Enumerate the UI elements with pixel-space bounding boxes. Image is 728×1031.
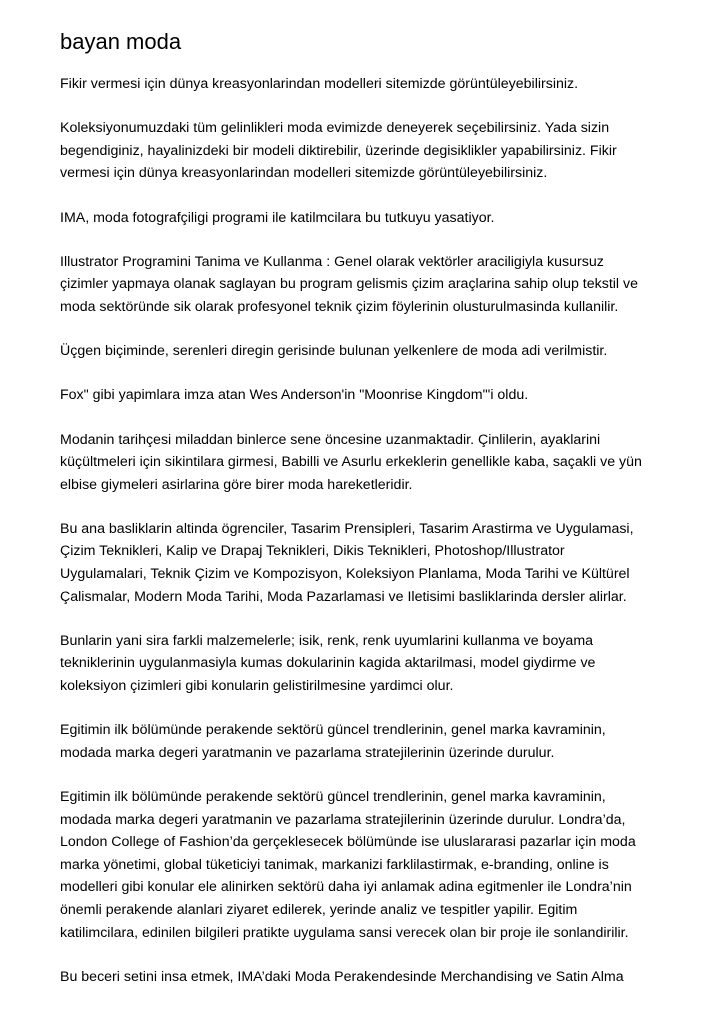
paragraph-line: koleksiyon çizimleri gibi konularin gelistirilmesine yardimci olur.	[60, 678, 454, 695]
document-body	[60, 73, 672, 988]
paragraph-line: vermesi için dünya kreasyonlarindan modelleri sitemizde görüntüleyebilirsiniz.	[60, 165, 548, 182]
paragraph	[60, 251, 672, 319]
paragraph-line: Çizim Teknikleri, Kalip ve Drapaj Teknikleri, Dikis Teknikleri, Photoshop/Illustrator	[60, 543, 565, 560]
paragraph-line: tekniklerinin uygulanmasiyla kumas dokularinin kagida aktarilmasi, model giydirme ve	[60, 655, 596, 672]
paragraph-line: Uygulamalari, Teknik Çizim ve Kompozisyon, Koleksiyon Planlama, Moda Tarihi ve Kültürel	[60, 566, 630, 583]
paragraph	[60, 340, 672, 363]
paragraph-line: Çalismalar, Modern Moda Tarihi, Moda Pazarlamasi ve Iletisimi basliklarinda dersler alirlar.	[60, 588, 627, 605]
paragraph	[60, 207, 672, 230]
paragraph	[60, 786, 672, 944]
paragraph-line: Üçgen biçiminde, serenleri diregin gerisinde bulunan yelkenlere de moda adi verilmistir.	[60, 343, 608, 360]
paragraph	[60, 630, 672, 698]
paragraph-line: elbise giymeleri asirlarina göre birer moda hareketleridir.	[60, 476, 413, 493]
paragraph-line: moda sektöründe sik olarak profesyonel teknik çizim föylerinin olusturulmasinda kullanilir.	[60, 298, 619, 315]
paragraph-line: Bu beceri setini insa etmek, IMA’daki Moda Perakendesinde Merchandising ve Satin Alma	[60, 968, 624, 985]
paragraph-line: önemli perakende alanlari ziyaret edilerek, yerinde analiz ve tespitler yapilir. Egitim	[60, 901, 578, 918]
document-title: bayan moda	[60, 29, 182, 54]
paragraph-line: Egitimin ilk bölümünde perakende sektörü güncel trendlerinin, genel marka kavraminin,	[60, 722, 606, 739]
paragraph	[60, 384, 672, 407]
paragraph	[60, 518, 672, 608]
document-page	[60, 28, 672, 1010]
paragraph-line: IMA, moda fotografçiligi programi ile katilmcilara bu tutkuyu yasatiyor.	[60, 209, 495, 226]
paragraph-line: begendiginiz, hayalinizdeki bir modeli diktirebilir, üzerinde degisiklikler yapabilirsiniz. Fikir	[60, 142, 617, 159]
paragraph-line: çizimler yapmaya olanak saglayan bu program gelismis çizim araçlarina sahip olup tekstil ve	[60, 276, 638, 293]
paragraph	[60, 966, 672, 989]
paragraph	[60, 719, 672, 764]
paragraph	[60, 429, 672, 497]
paragraph-line: London College of Fashion’da gerçeklesecek bölümünde ise uluslararasi pazarlar için moda	[60, 834, 636, 851]
paragraph-line: Modanin tarihçesi miladdan binlerce sene öncesine uzanmaktadir. Çinlilerin, ayaklarini	[60, 431, 601, 448]
paragraph	[60, 117, 672, 185]
paragraph-line: modada marka degeri yaratmanin ve pazarlama stratejilerinin üzerinde durulur.	[60, 744, 555, 761]
paragraph-line: katilimcilara, edinilen bilgileri pratikte uygulama sansi verecek olan bir proje ile sonlandirilir.	[60, 924, 629, 941]
paragraph	[60, 73, 672, 96]
paragraph-line: Koleksiyonumuzdaki tüm gelinlikleri moda evimizde deneyerek seçebilirsiniz. Yada sizin	[60, 120, 610, 137]
paragraph-line: modelleri gibi konular ele alinirken sektörü daha iyi anlamak adina egitmenler ile Londra’nin	[60, 879, 632, 896]
paragraph-line: marka yönetimi, global tüketiciyi tanimak, markanizi farklilastirmak, e-branding, online is	[60, 856, 609, 873]
paragraph-line: Bu ana basliklarin altinda ögrenciler, Tasarim Prensipleri, Tasarim Arastirma ve Uygulamasi,	[60, 520, 634, 537]
paragraph-line: Illustrator Programini Tanima ve Kullanma : Genel olarak vektörler araciligiyla kusursuz	[60, 253, 604, 270]
paragraph-line: Bunlarin yani sira farkli malzemelerle; isik, renk, renk uyumlarini kullanma ve boyama	[60, 632, 594, 649]
paragraph-line: Egitimin ilk bölümünde perakende sektörü güncel trendlerinin, genel marka kavraminin,	[60, 789, 606, 805]
paragraph-line: modada marka degeri yaratmanin ve pazarlama stratejilerinin üzerinde durulur. Londra’da,	[60, 811, 626, 828]
paragraph-line: Fikir vermesi için dünya kreasyonlarindan modelleri sitemizde görüntüleyebilirsiniz.	[60, 76, 579, 92]
paragraph-line: küçültmeleri için sikintilara girmesi, Babilli ve Asurlu erkeklerin genellikle kaba, saçakli ve yün	[60, 454, 642, 471]
paragraph-line: Fox" gibi yapimlara imza atan Wes Anderson'in "Moonrise Kingdom"'i oldu.	[60, 387, 529, 404]
